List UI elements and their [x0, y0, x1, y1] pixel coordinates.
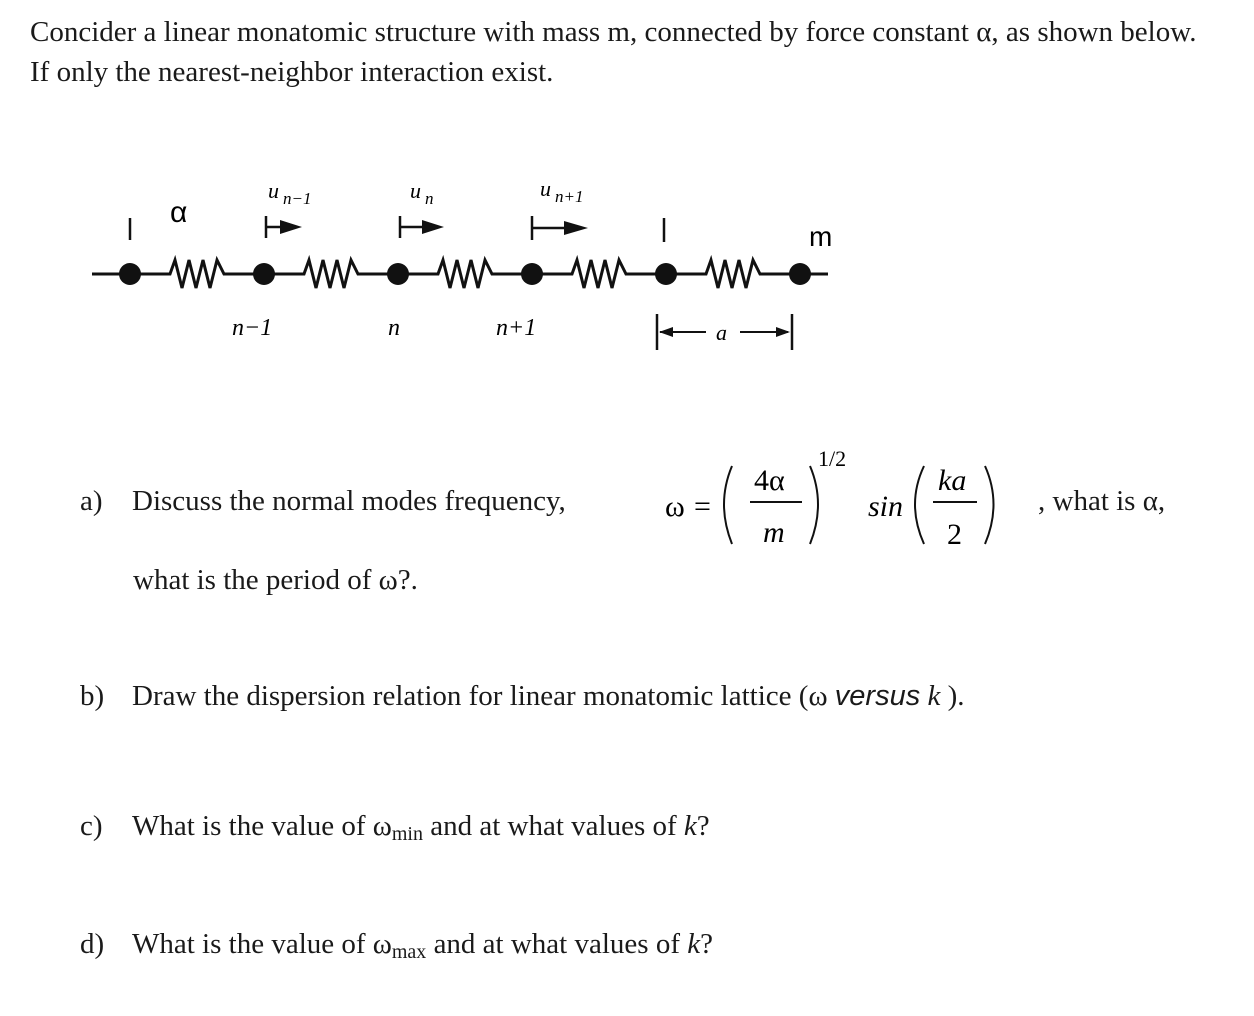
- spacing-marker: [657, 314, 792, 350]
- question-b-text: Draw the dispersion relation for linear monatomic lattice (: [132, 680, 809, 712]
- paren-right-2: [985, 466, 994, 544]
- question-c-k: k: [683, 810, 697, 842]
- spring-2: [266, 260, 396, 288]
- lattice-diagram: [0, 150, 900, 365]
- displacement-arrow-n-minus-1: [266, 216, 302, 238]
- paren-right-1: [810, 466, 818, 544]
- u-sub-n-minus-1: n−1: [283, 189, 312, 208]
- question-b-end: ).: [947, 680, 965, 712]
- question-d-text2: and at what values of: [426, 928, 688, 960]
- question-d-sub: max: [391, 941, 427, 963]
- formula-omega: ω: [665, 490, 685, 523]
- paren-left-1: [724, 466, 732, 544]
- question-c-end: ?: [696, 810, 710, 842]
- u-sub-n: n: [425, 189, 434, 208]
- formula-num: 4α: [754, 464, 785, 497]
- problem-intro: Concider a linear monatomic structure with mass m, connected by force constant α, as shown below. If only the nearest-neighbor interaction exist.: [30, 16, 1197, 88]
- question-d-text1: What is the value of ω: [132, 928, 392, 960]
- formula-exponent: 1/2: [818, 446, 847, 471]
- spacing-label: a: [716, 320, 727, 345]
- question-c-label: c): [80, 810, 103, 842]
- formula-den: m: [763, 516, 785, 549]
- question-a-label: a): [80, 485, 103, 517]
- formula-inner-num: ka: [938, 464, 967, 497]
- displacement-arrow-n: [400, 216, 444, 238]
- question-a-text: Discuss the normal modes frequency,: [132, 485, 566, 517]
- question-a-line2: what is the period of ω?.: [133, 564, 418, 596]
- mass-5: [789, 263, 811, 285]
- u-label-n-plus-1: u: [540, 176, 551, 201]
- question-d-label: d): [80, 928, 105, 960]
- mass-0: [119, 263, 141, 285]
- question-b-k: k: [927, 680, 941, 712]
- formula-svg: [650, 440, 1030, 560]
- mass-n-plus-1: [521, 263, 543, 285]
- question-c-text1: What is the value of ω: [132, 810, 392, 842]
- mass-n: [387, 263, 409, 285]
- question-d-k: k: [687, 928, 701, 960]
- question-d: [80, 926, 713, 965]
- question-c: [80, 808, 710, 847]
- question-b-label: b): [80, 680, 105, 712]
- lattice-svg: [0, 150, 900, 360]
- paren-left-2: [915, 466, 924, 544]
- question-c-sub: min: [391, 823, 423, 845]
- index-n-plus-1: n+1: [496, 315, 537, 341]
- index-n-minus-1: n−1: [232, 315, 273, 341]
- spring-3: [400, 260, 530, 288]
- spring-4: [534, 260, 664, 288]
- formula-inner-den: 2: [947, 518, 962, 551]
- index-n: n: [388, 315, 400, 341]
- u-label-n: u: [410, 178, 421, 203]
- question-d-end: ?: [700, 928, 713, 960]
- mass-4: [655, 263, 677, 285]
- mass-n-minus-1: [253, 263, 275, 285]
- spring-1: [132, 260, 262, 288]
- question-b-omega: ω: [808, 680, 828, 712]
- formula-equals: =: [694, 490, 711, 523]
- question-c-text2: and at what values of: [423, 810, 684, 842]
- question-b: [80, 678, 965, 714]
- question-a-tail: , what is α,: [1038, 485, 1166, 517]
- question-a: [80, 483, 566, 519]
- spring-5: [668, 260, 798, 288]
- question-b-versus: versus: [834, 680, 921, 712]
- u-label-n-minus-1: u: [268, 178, 279, 203]
- alpha-label: α: [170, 196, 188, 229]
- mass-label: m: [809, 221, 833, 252]
- formula-sin: sin: [868, 490, 904, 523]
- frequency-formula: [650, 440, 1030, 565]
- displacement-arrow-n-plus-1: [532, 216, 588, 240]
- u-sub-n-plus-1: n+1: [555, 187, 584, 206]
